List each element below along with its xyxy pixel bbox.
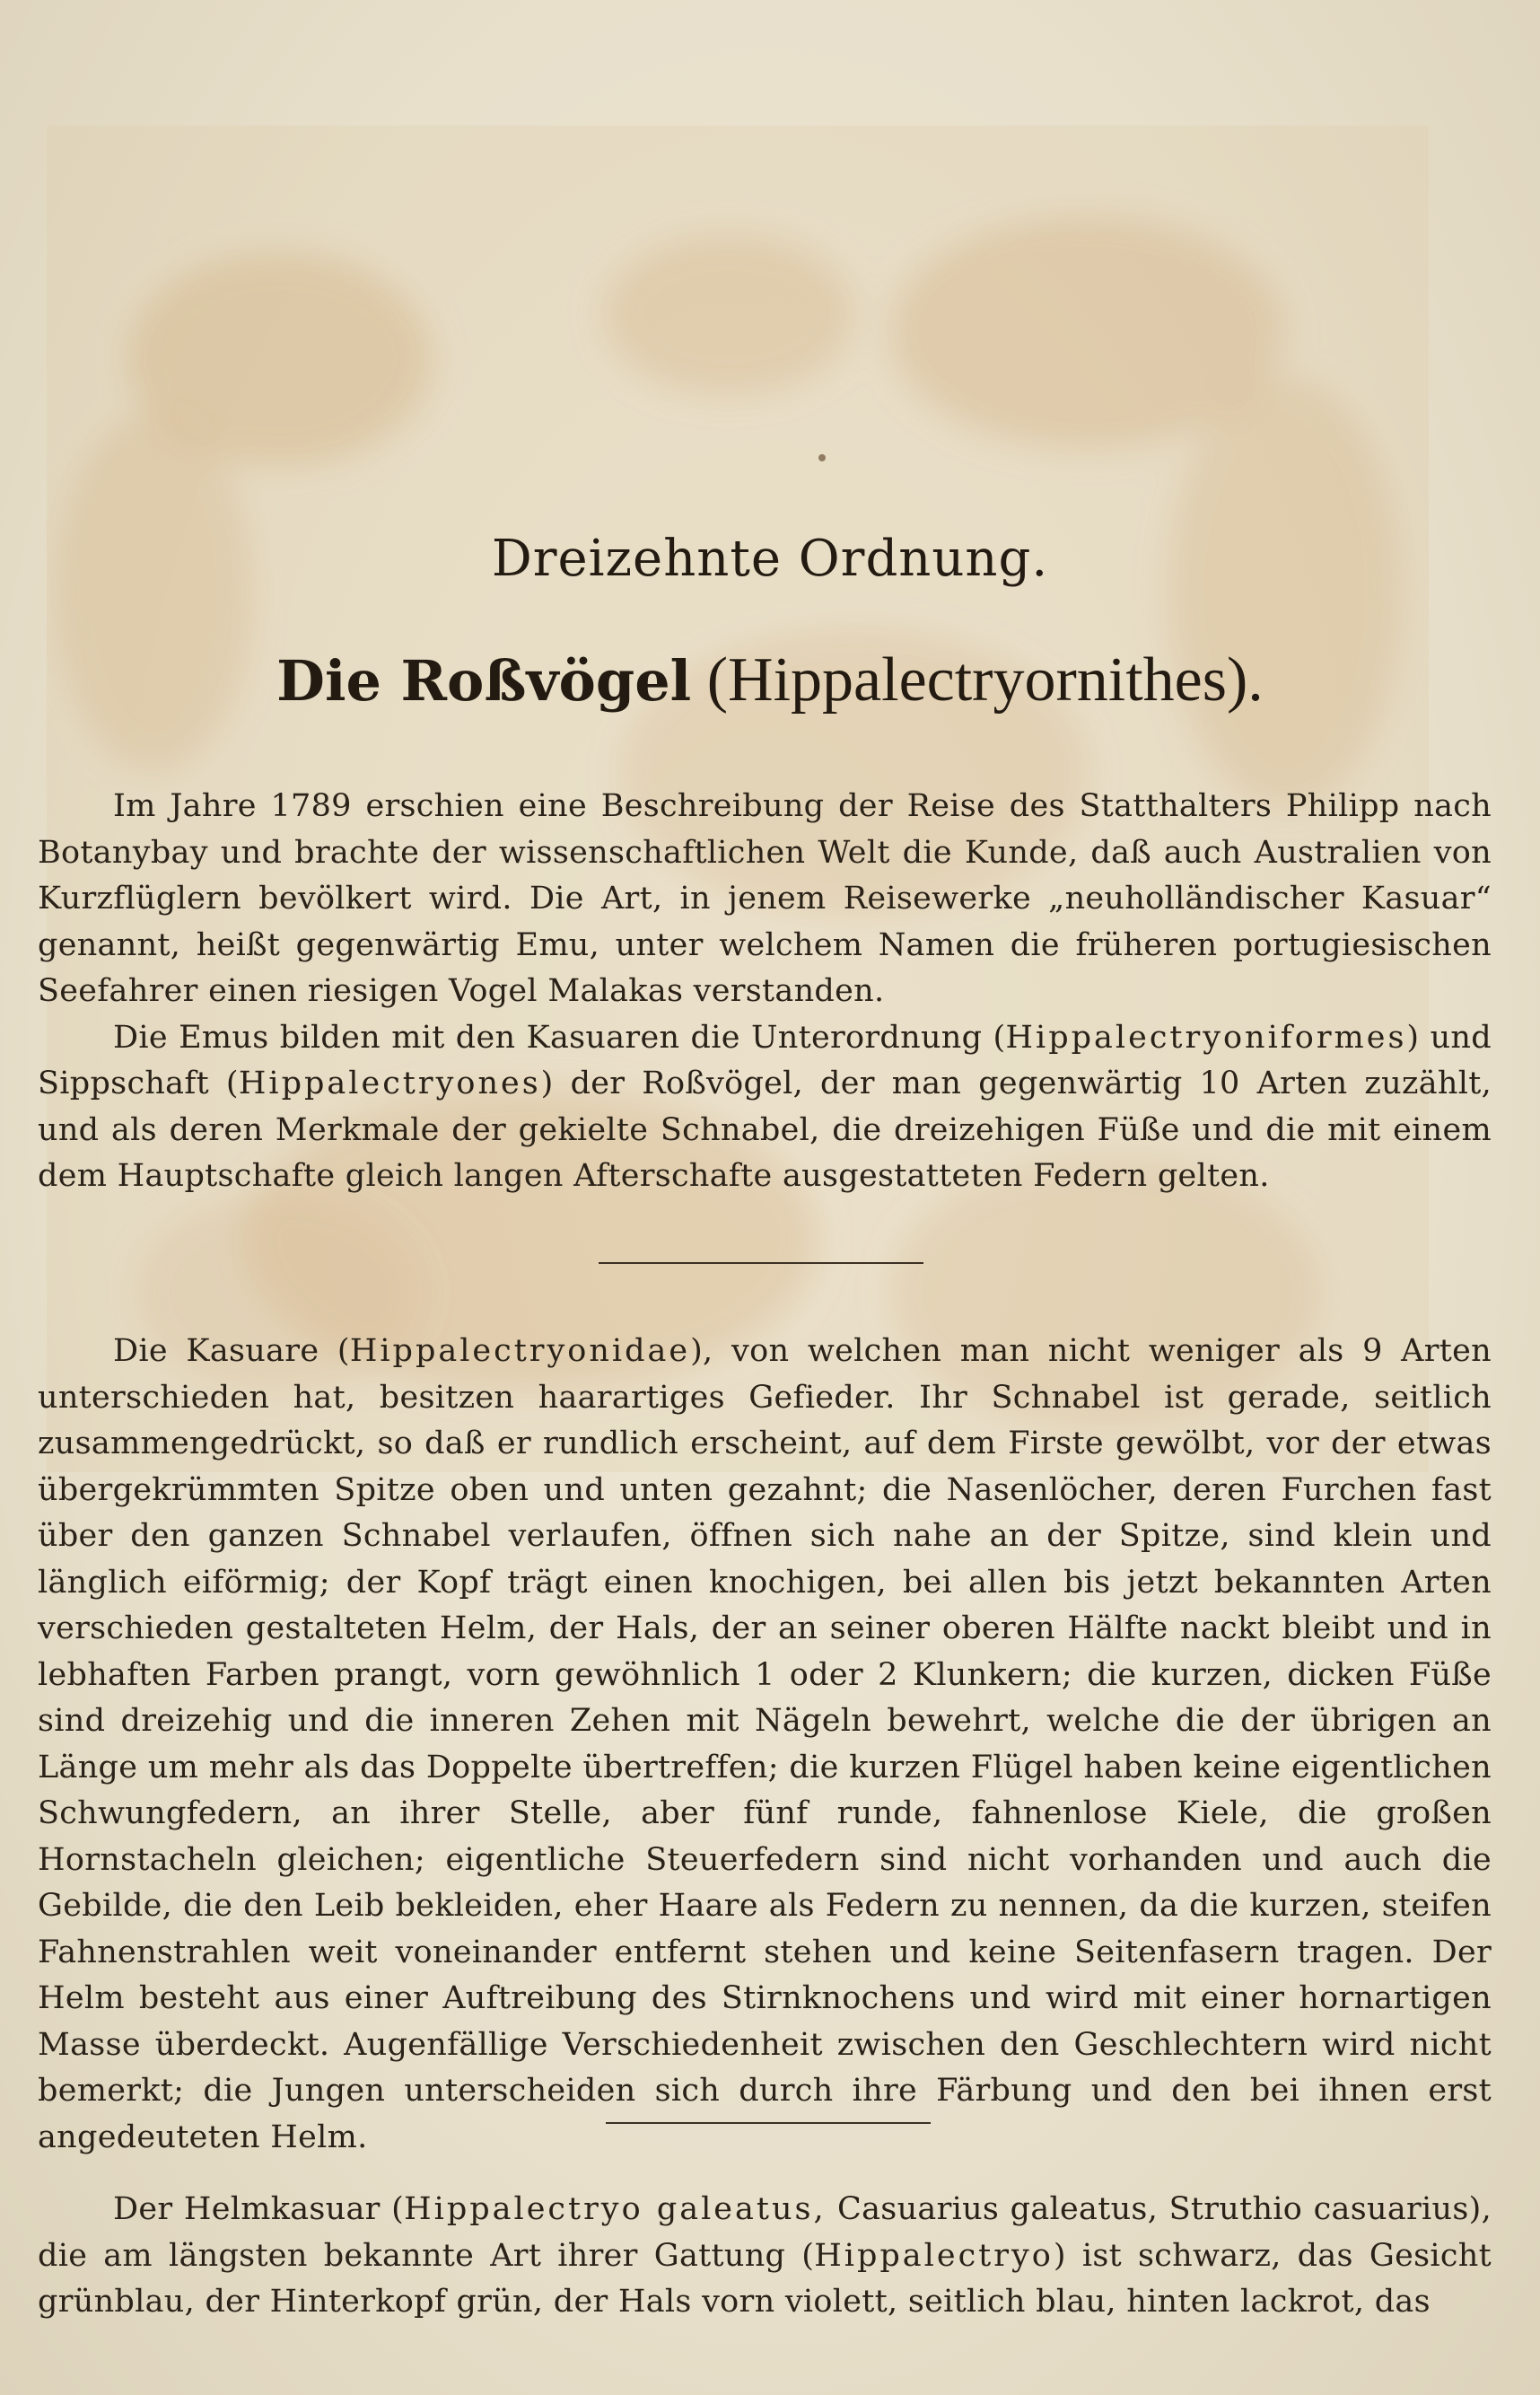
- kasuare-section: [38, 1329, 1492, 2161]
- section-divider: [599, 1262, 923, 1264]
- paragraph-suborder: [38, 1015, 1492, 1200]
- latin-term: Hippalectryoniformes: [1005, 1019, 1407, 1056]
- text-run: ) der Roßvögel, der man gegenwärtig 10 Arten zuzählt, und als deren Merkmale der gekielte Schnabel, die dreizehigen Füße und die mit einem dem Hauptschafte gleich langen Afterschafte ausgestatteten Federn gelten.: [38, 1066, 1492, 1194]
- helmkasuar-section: [38, 2187, 1492, 2326]
- text-run: ) und Sippschaft (: [38, 1019, 1492, 1101]
- latin-term: Hippalectryo: [814, 2237, 1054, 2274]
- order-heading: Dreizehnte Ordnung.: [491, 530, 1049, 588]
- family-heading-german: Die Roßvögel: [276, 648, 692, 714]
- text-run: ), von welchen man nicht weniger als 9 Arten unterschieden hat, besitzen haarartiges Gefieder. Ihr Schnabel ist gerade, seitlich zusammengedrückt, so daß er rundlich erscheint, auf dem Firste gewölbt, vor der etwas übergekrümmten Spitze oben und unten gezahnt; die Nasenlöcher, deren Furchen fast über den ganzen Schnabel verlaufen, öffnen sich nahe an der Spitze, sind klein und länglich eiförmig; der Kopf trägt einen knochigen, bei allen bis jetzt bekannten Arten verschieden gestalteten Helm, der Hals, der an seiner oberen Hälfte nackt bleibt und in lebhaften Farben prangt, vorn gewöhnlich 1 oder 2 Klunkern; die kurzen, dicken Füße sind dreizehig und die inneren Zehen mit Nägeln bewehrt, welche die der übrigen an Länge um mehr als das Doppelte übertreffen; die kurzen Flügel haben keine eigentlichen Schwungfedern, an ihrer Stelle, aber fünf runde, fahnenlose Kiele, die großen Hornstacheln gleichen; eigentliche Steuerfedern sind nicht vorhanden und auch die Gebilde, die den Leib bekleiden, eher Haare als Federn zu nennen, da die kurzen, steifen Fahnenstrahlen weit voneinander entfernt stehen und keine Seitenfasern tragen. Der Helm besteht aus einer Auftreibung des Stirnknochens und wird mit einer hornartigen Masse überdeckt. Augenfällige Verschiedenheit zwischen den Geschlechtern wird nicht bemerkt; die Jungen unterscheiden sich durch ihre Färbung und den bei ihnen erst angedeuteten Helm.: [38, 1333, 1492, 2155]
- text-run: Die Emus bilden mit den Kasuaren die Unterordnung (: [113, 1019, 1006, 1056]
- family-heading: [0, 645, 1540, 716]
- latin-term: Hippalectryones: [238, 1066, 541, 1101]
- intro-section: [38, 784, 1492, 1200]
- paragraph-emu-history: Im Jahre 1789 erschien eine Beschreibung der Reise des Statthalters Philipp nach Botanybay und brachte der wissenschaftlichen Welt die Kunde, daß auch Australien von Kurzflüglern bevölkert wird. Die Art, in jenem Reisewerke „neuholländischer Kasuar“ genannt, heißt gegenwärtig Emu, unter welchem Namen die früheren portugiesischen Seefahrer einen riesigen Vogel Malakas verstanden.: [38, 788, 1492, 1009]
- section-divider: [606, 2122, 931, 2124]
- family-heading-latin: (Hippalectryornithes).: [706, 645, 1264, 715]
- text-run: Der Helmkasuar (: [113, 2191, 405, 2227]
- text-run: Die Kasuare (: [113, 1333, 350, 1369]
- text-run: ) ist schwarz, das Gesicht grünblau, der Hinterkopf grün, der Hals vorn violett, seitlich blau, hinten lackrot, das: [38, 2237, 1492, 2320]
- text-run: Casuarius galeatus, Struthio casuarius), die am längsten bekannte Art ihrer Gattung (: [38, 2191, 1492, 2274]
- ink-dot: [818, 454, 826, 461]
- paragraph-helmkasuar: [38, 2187, 1492, 2326]
- paragraph-kasuare: [38, 1329, 1492, 2161]
- latin-term: Hippalectryo galeatus,: [404, 2191, 827, 2227]
- latin-term: Hippalectryonidae: [349, 1333, 691, 1369]
